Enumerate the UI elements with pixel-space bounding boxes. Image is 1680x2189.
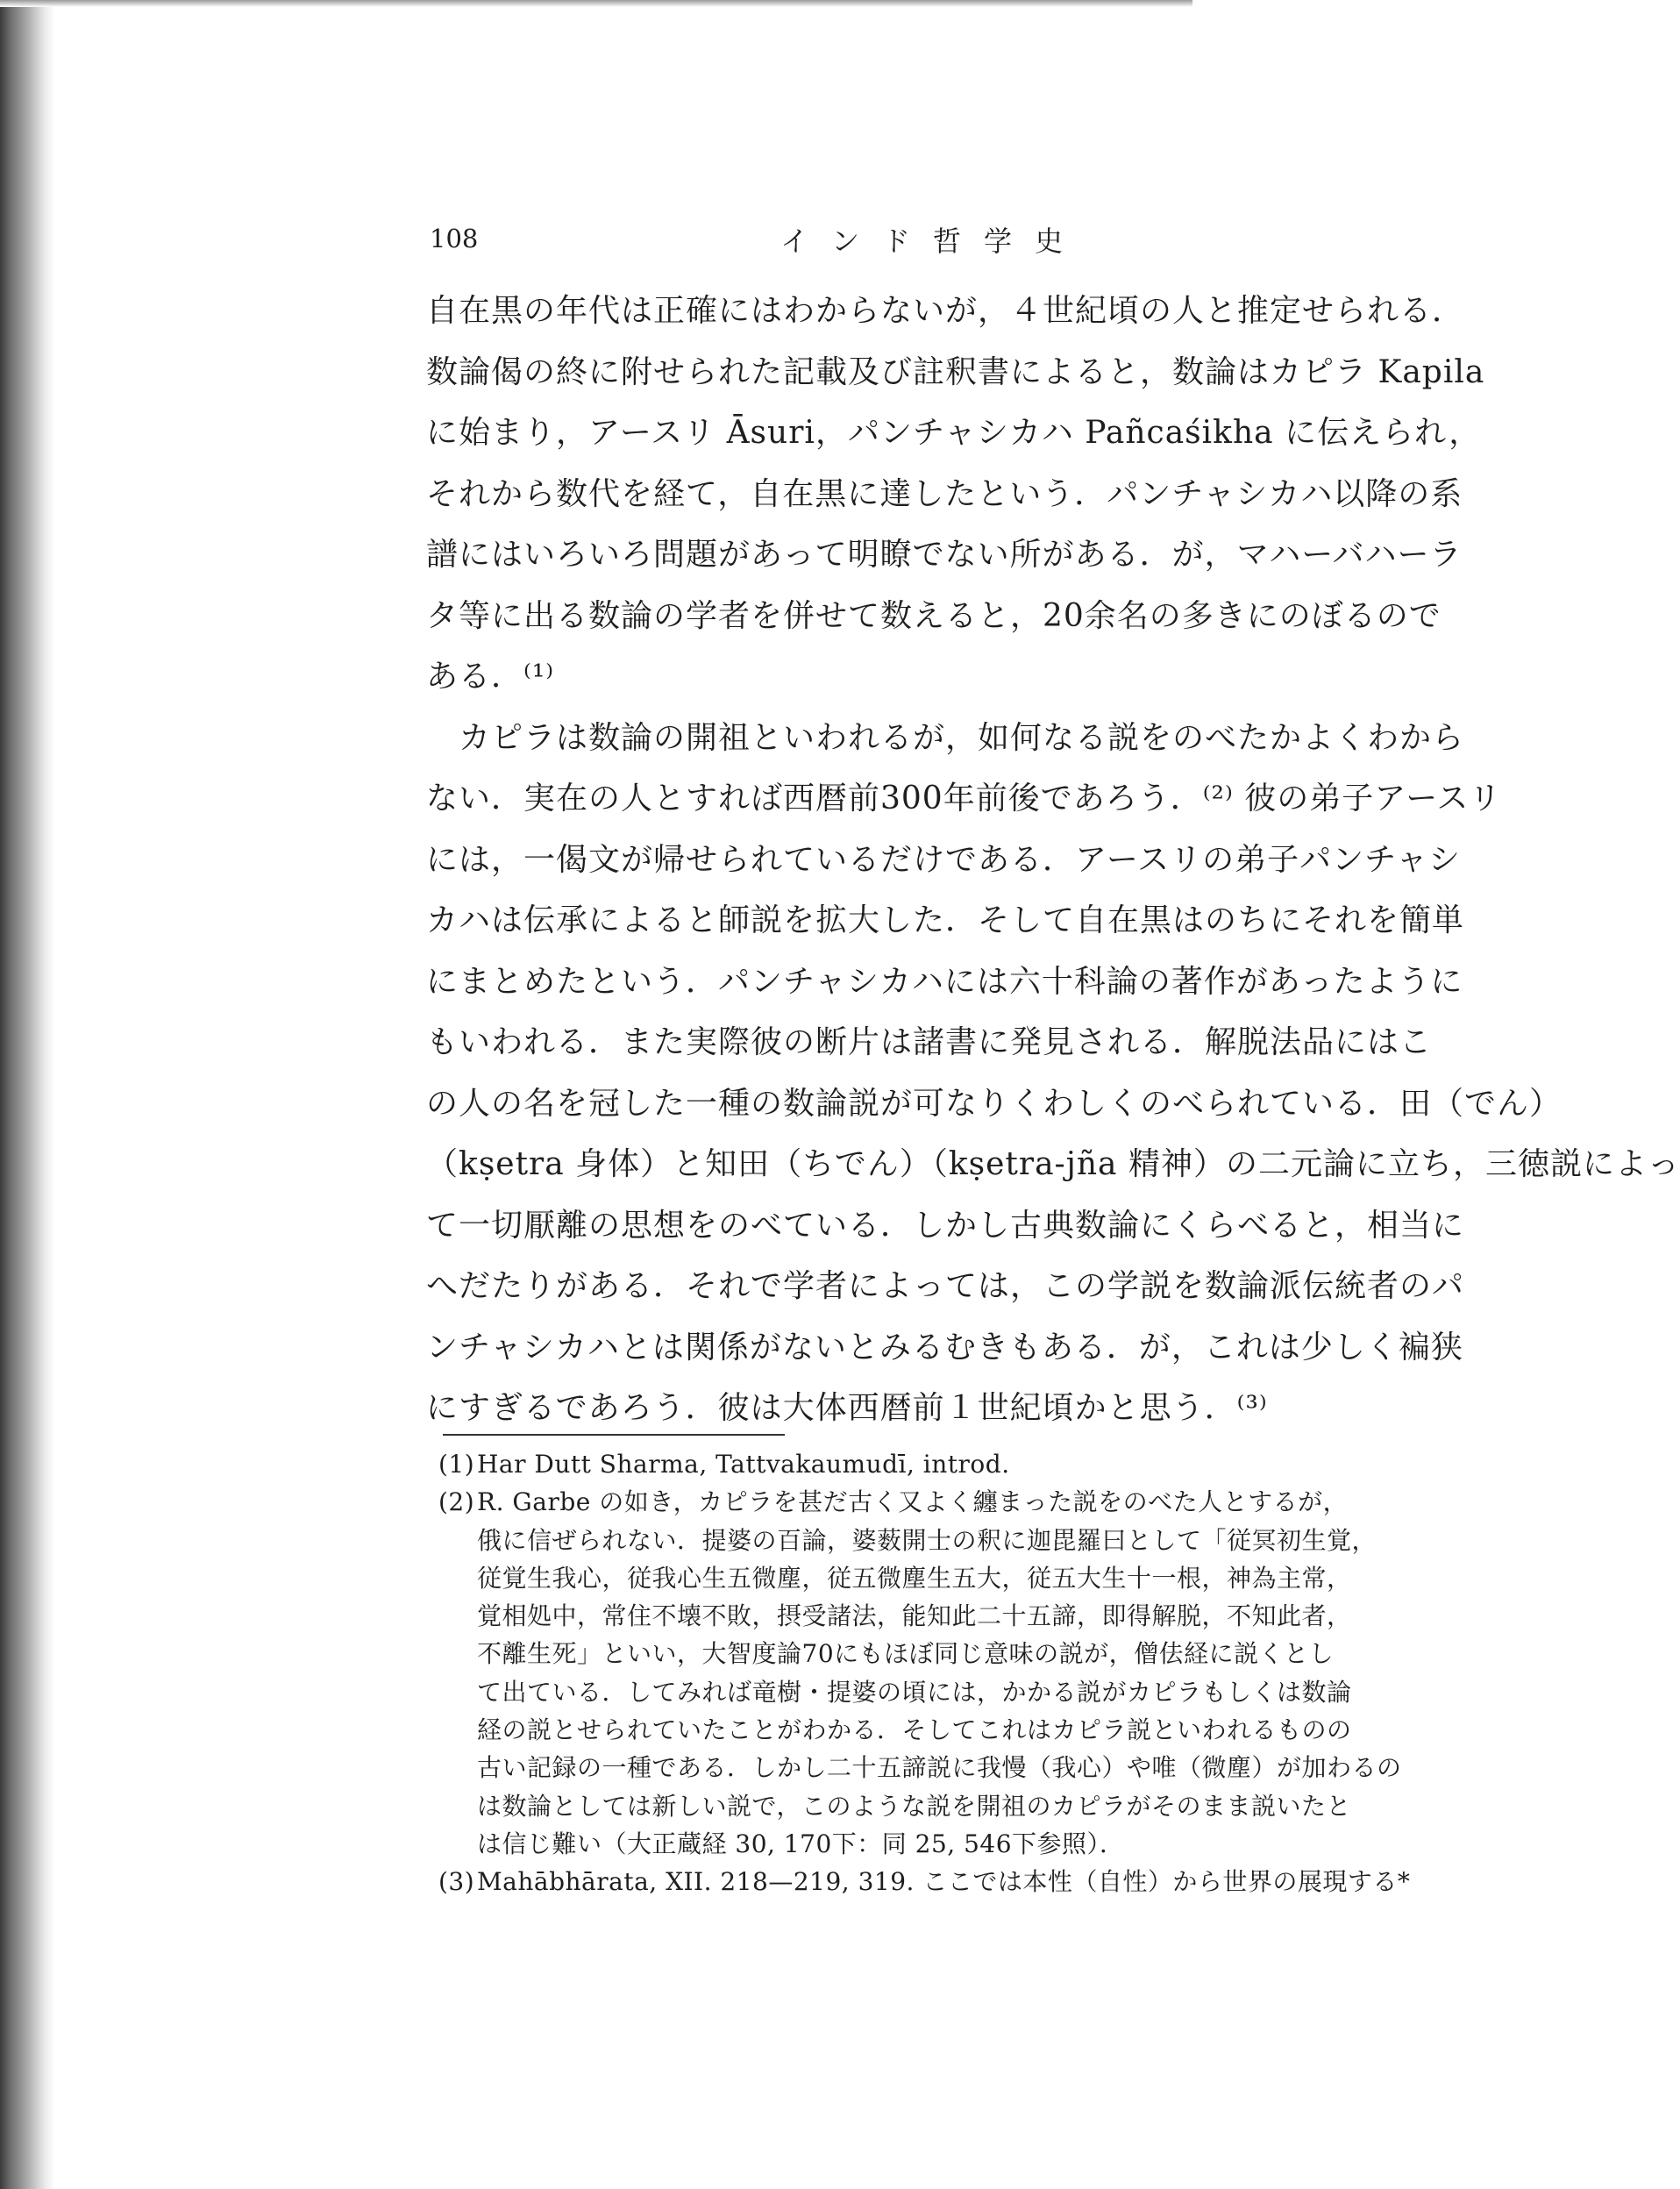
body-line: 数論偈の終に附せられた記載及び註釈書によると，数論はカピラ Kapila [426,353,1485,390]
footnote-line: 俄に信ぜられない．提婆の百論，婆薮開士の釈に迦毘羅曰として「従冥初生覚， [477,1525,1377,1555]
body-text [426,281,1680,1439]
body-line: 自在黒の年代は正確にはわからないが，４世紀頃の人と推定せられる． [426,293,1465,329]
body-line: 譜にはいろいろ問題があって明瞭でない所がある．が，マハーバハーラ [426,537,1463,573]
body-line: て一切厭離の思想をのべている．しかし古典数論にくらべると，相当に [426,1207,1465,1244]
footnote-line: 従覚生我心，従我心生五微塵，従五微塵生五大，従五大生十一根，神為主常， [477,1563,1352,1593]
footnote-line: は信じ難い（大正蔵経 30, 170下：同 25, 546下参照）． [477,1829,1125,1858]
footnote-number: (3) [438,1867,475,1897]
body-line: それから数代を経て，自在黒に達したという．パンチャシカハ以降の系 [426,475,1463,512]
footnote-divider [443,1434,785,1436]
page-number: 108 [430,224,479,253]
body-line: カハは伝承によると師説を拡大した．そして自在黒はのちにそれを簡単 [426,902,1465,938]
body-line: にまとめたという．パンチャシカハには六十科論の著作があったように [426,963,1463,1000]
body-line: もいわれる．また実際彼の断片は諸書に発見される．解脱法品にはこ [426,1024,1433,1060]
body-line: ない．実在の人とすれば西暦前300年前後であろう．⁽²⁾ 彼の弟子アースリ [426,781,1502,816]
footnote-text: Har Dutt Sharma, Tattvakaumudī, introd. [477,1450,1010,1479]
page-top-edge [0,0,1192,7]
body-line: ンチャシカハとは関係がないとみるむきもある．が，これは少しく褊狭 [426,1329,1463,1365]
body-line: に始まり，アースリ Āsuri，パンチャシカハ Pañcaśikha に伝えられ， [426,415,1482,451]
footnote-line: 古い記録の一種である．しかし二十五諦説に我慢（我心）や唯（微塵）が加わるの [477,1753,1402,1783]
footnote-line: 経の説とせられていたことがわかる．そしてこれはカピラ説といわれるものの [477,1715,1352,1745]
body-line: （kṣetra 身体）と知田（ちでん）（kṣetra-jña 精神）の二元論に立ち，三徳説によっ [426,1146,1680,1182]
body-line: ある．⁽¹⁾ [426,659,555,695]
footnote-line: 覚相処中，常住不壊不敗，摂受諸法，能知此二十五諦，即得解脱，不知此者， [477,1601,1352,1631]
footnote-line: て出ている．してみれば竜樹・提婆の頃には，かかる説がカピラもしくは数論 [477,1677,1352,1707]
body-line: タ等に出る数論の学者を併せて数えると，20余名の多きにのぼるので [426,597,1442,634]
footnote-line [438,1863,1464,1900]
footnote-line [438,1483,1464,1521]
body-line: カピラは数論の開祖といわれるが，如何なる説をのべたかよくわから [426,719,1465,756]
footnote-number: (1) [438,1450,475,1479]
footnote-number: (2) [438,1487,475,1517]
body-line: へだたりがある．それで学者によっては，この学説を数論派伝統者のパ [426,1268,1465,1304]
footnote-line: は数論としては新しい説で，このような説を開祖のカピラがそのまま説いたと [477,1791,1351,1821]
body-line: の人の名を冠した一種の数論説が可なりくわしくのべられている．田（でん） [426,1085,1563,1122]
footnotes [438,1445,1464,1901]
body-line: にすぎるであろう．彼は大体西暦前１世紀頃かと思う．⁽³⁾ [426,1390,1268,1426]
footnote-text: R. Garbe の如き，カピラを甚だ古く又よく纏まった説をのべた人とするが， [477,1487,1349,1517]
footnote-line: 不離生死」といい，大智度論70にもほぼ同じ意味の説が，僧佉経に説くとし [477,1639,1335,1669]
footnote-text: Mahābhārata, XII. 218—219, 319. ここでは本性（自性）から世界の展現する* [477,1867,1411,1897]
page-binding-shadow [0,0,54,2189]
running-title: インド哲学史 [780,225,1086,258]
body-line: には，一偈文が帰せられているだけである．アースリの弟子パンチャシ [426,841,1462,878]
footnote-line [438,1445,1464,1483]
